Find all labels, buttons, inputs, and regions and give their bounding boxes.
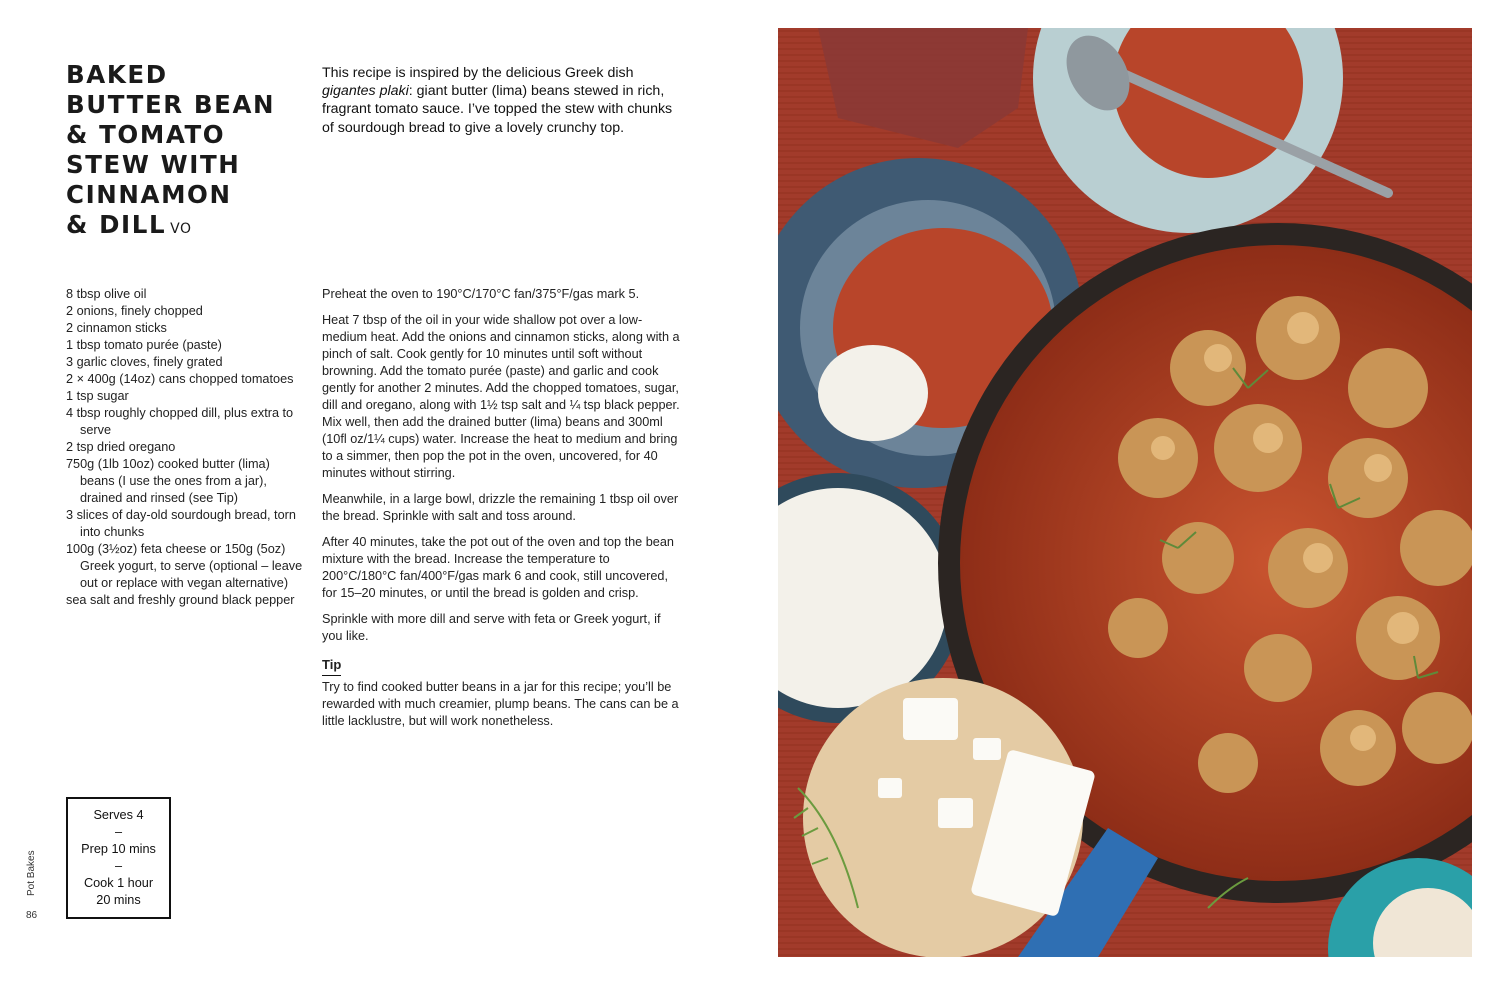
separator: –	[114, 859, 123, 873]
ingredient-item: 2 × 400g (14oz) cans chopped tomatoes	[66, 372, 294, 386]
separator: –	[114, 825, 123, 839]
title-line-text: & DILL	[66, 210, 167, 239]
title-line: CINNAMON	[66, 180, 232, 209]
recipe-photo	[778, 28, 1472, 957]
ingredient-item: 2 cinnamon sticks	[66, 321, 167, 335]
ingredient-item: 3 slices of day-old sourdough bread, torn into chunks	[66, 508, 296, 539]
intro-text: : giant butter (lima) beans stewed in rich, fragrant tomato sauce. I’ve topped the stew with chunks of sourdough bread to give a lovely crunchy top.	[322, 83, 673, 136]
page-number: 86	[26, 910, 38, 921]
method-step: Meanwhile, in a large bowl, drizzle the remaining 1 tbsp oil over the bread. Sprinkle with salt and toss around.	[322, 492, 679, 523]
cook-time: Cook 1 hour	[83, 876, 154, 890]
method-step: Heat 7 tbsp of the oil in your wide shallow pot over a low-medium heat. Add the onions and cinnamon sticks, along with a pinch of salt. Cook gently for 10 minutes until soft without browning. Add the tomato purée (paste) and garlic and cook gently for another 2 minutes. Add the chopped tomatoes, sugar, dill and oregano, along with 1½ tsp salt and ¼ tsp black pepper. Mix well, then add the drained butter (lima) beans and 300ml (10fl oz/1¼ cups) water. Increase the heat to medium and bring to a simmer, then pop the pot in the oven, uncovered, for 40 minutes without stirring.	[322, 313, 680, 480]
ingredient-item: 750g (1lb 10oz) cooked butter (lima) beans (I use the ones from a jar), drained and rinsed (see Tip)	[66, 457, 270, 505]
tip-heading: Tip	[322, 656, 341, 676]
serving-info-box	[66, 797, 171, 919]
vegan-option-tag: VO	[170, 221, 192, 237]
dish-name: gigantes plaki	[322, 83, 409, 100]
ingredient-item: sea salt and freshly ground black pepper	[66, 593, 295, 607]
ingredient-item: 8 tbsp olive oil	[66, 287, 147, 301]
method-step: Sprinkle with more dill and serve with feta or Greek yogurt, if you like.	[322, 612, 661, 643]
title-line: BAKED	[66, 60, 168, 89]
section-label: Pot Bakes	[26, 850, 37, 896]
method-steps	[322, 286, 682, 739]
yogurt-dollop	[818, 345, 928, 441]
cook-time: 20 mins	[96, 893, 141, 907]
food-illustration	[778, 28, 1472, 957]
ingredients-list	[66, 286, 306, 609]
recipe-intro	[322, 64, 682, 137]
prep-time: Prep 10 mins	[81, 842, 156, 856]
recipe-title	[66, 60, 296, 244]
serves-text: Serves 4	[93, 808, 144, 822]
ingredient-item: 1 tsp sugar	[66, 389, 129, 403]
title-line	[66, 210, 296, 244]
title-line: STEW WITH	[66, 150, 241, 179]
ingredient-item: 1 tbsp tomato purée (paste)	[66, 338, 222, 352]
tip-body: Try to find cooked butter beans in a jar for this recipe; you’ll be rewarded with much creamier, plump beans. The cans can be a little lacklustre, but will work nonetheless.	[322, 680, 679, 728]
method-step: After 40 minutes, take the pot out of the oven and top the bean mixture with the bread. Increase the temperature to 200°C/180°C fan/400°F/gas mark 6 and cook, still uncovered, for 15–20 minutes, or until the bread is golden and crisp.	[322, 535, 674, 600]
ingredient-item: 2 tsp dried oregano	[66, 440, 176, 454]
intro-text: This recipe is inspired by the delicious Greek dish	[322, 65, 634, 81]
ingredient-item: 2 onions, finely chopped	[66, 304, 203, 318]
method-step: Preheat the oven to 190°C/170°C fan/375°F/gas mark 5.	[322, 287, 640, 301]
ingredient-item: 100g (3½oz) feta cheese or 150g (5oz) Greek yogurt, to serve (optional – leave out or replace with vegan alternative)	[66, 542, 303, 590]
title-line: BUTTER BEAN	[66, 90, 276, 119]
ingredient-item: 3 garlic cloves, finely grated	[66, 355, 223, 369]
title-line: & TOMATO	[66, 120, 226, 149]
ingredient-item: 4 tbsp roughly chopped dill, plus extra to serve	[66, 406, 294, 437]
